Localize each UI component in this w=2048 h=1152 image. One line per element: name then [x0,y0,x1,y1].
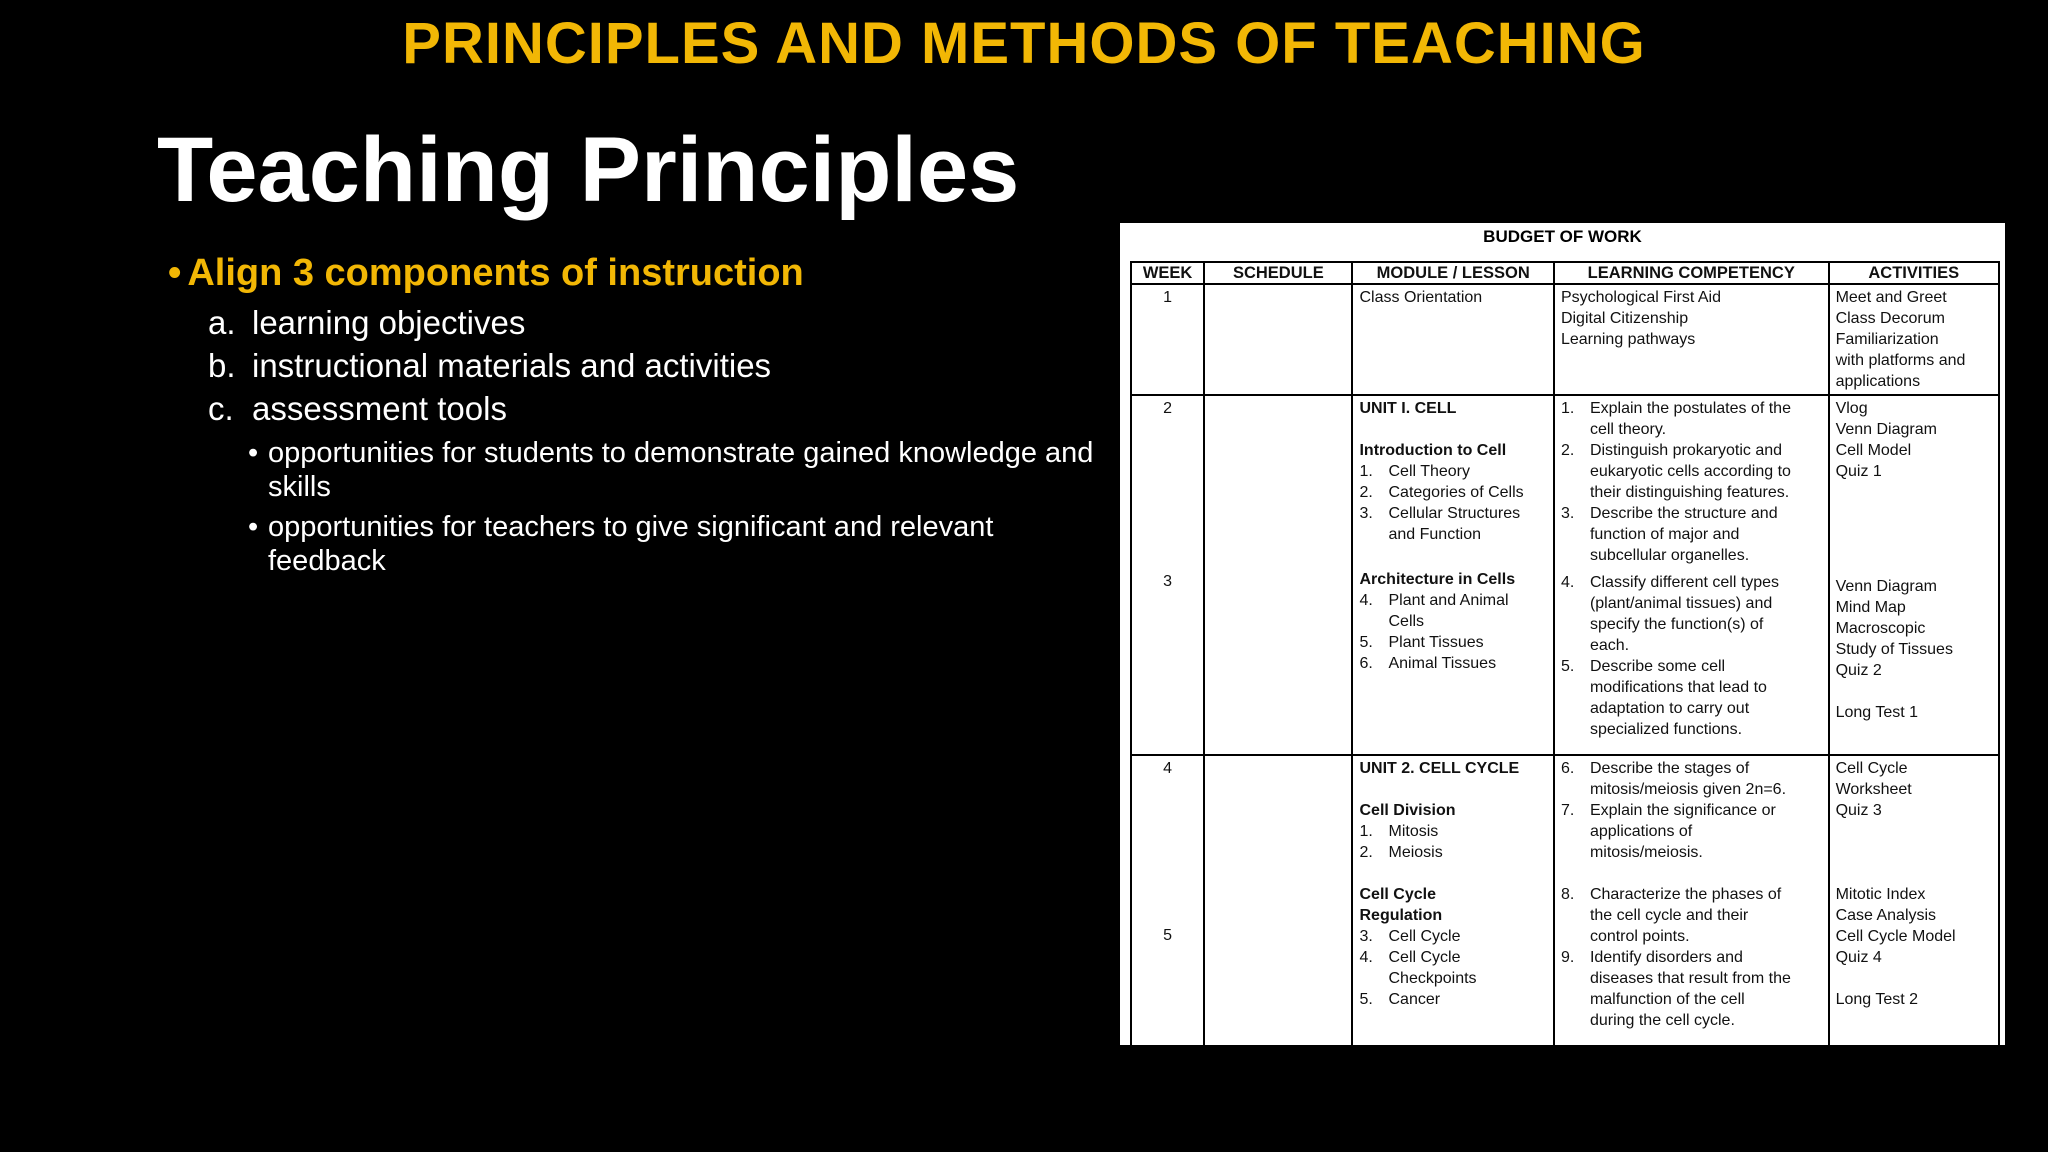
column-header: LEARNING COMPETENCY [1554,262,1829,284]
item-number: 7. [1560,802,1575,819]
week-cell: 2 3 [1131,395,1204,755]
item-number: 1. [1359,463,1373,480]
activity-line: Familiarization [1835,331,1939,348]
assessment-point-text: opportunities for teachers to give significant and relevant feedback [268,511,994,577]
item-text: each. [1589,637,1630,654]
lesson-item [1359,632,1546,653]
lesson-item [1359,926,1546,947]
activity-line: Mind Map [1835,599,1906,616]
course-title: PRINCIPLES AND METHODS OF TEACHING [402,11,1646,76]
bullet-dot-icon: • [168,252,182,294]
item-number: 3. [1359,505,1373,522]
item-number: 4. [1359,949,1373,966]
lesson-item [1359,842,1546,863]
competency-line: Learning pathways [1560,331,1696,348]
activity-line: Quiz 1 [1835,463,1882,480]
item-text: Explain the postulates of the [1589,400,1791,417]
activity-line: applications [1835,373,1921,390]
item-text: and Function [1388,526,1481,543]
activity-line: Case Analysis [1835,907,1937,924]
item-text: Describe the stages of [1589,760,1750,777]
activity-line: Meet and Greet [1835,289,1947,306]
activity-line: Macroscopic [1835,620,1926,637]
week-cell: 1 [1131,284,1204,395]
table-header-row [1131,262,1999,284]
topic-line: Regulation [1359,907,1443,924]
competency-item [1561,398,1822,440]
item-text: (plant/animal tissues) and [1589,595,1773,612]
item-text: adaptation to carry out [1589,700,1750,717]
item-number: 2. [1359,484,1373,501]
item-text: specify the function(s) of [1589,616,1764,633]
main-bullet-text: Align 3 components of instruction [187,252,804,294]
item-text: Mitosis [1388,823,1439,840]
competency-item [1561,656,1822,740]
bullet-dot-icon: • [248,511,259,543]
item-number: 6. [1560,760,1575,777]
item-text: mitosis/meiosis. [1589,844,1703,861]
item-number: 6. [1359,655,1373,672]
competency-item [1561,503,1822,566]
item-text: Cell Cycle [1388,949,1461,966]
item-number: 2. [1359,844,1373,861]
item-text: Classify different cell types [1589,574,1780,591]
item-text: Identify disorders and [1589,949,1743,966]
activity-line: Cell Cycle Model [1835,928,1956,945]
activity-line: Worksheet [1835,781,1912,798]
item-text: Categories of Cells [1388,484,1524,501]
schedule-cell [1204,755,1352,1055]
item-text: Explain the significance or [1589,802,1776,819]
component-letter: a. [208,304,236,341]
item-text: Cellular Structures [1388,505,1521,522]
component-letter: b. [208,347,236,384]
competency-line: Psychological First Aid [1560,289,1721,306]
column-header: MODULE / LESSON [1352,262,1553,284]
activities-cell [1829,284,1999,395]
competency-cell [1554,395,1829,755]
activity-line: Cell Cycle [1835,760,1908,777]
column-header: SCHEDULE [1204,262,1352,284]
activity-line: Venn Diagram [1835,578,1937,595]
item-text: Cell Theory [1388,463,1470,480]
item-text: cell theory. [1589,421,1667,438]
activities-cell: Vlog Venn Diagram Cell Model Quiz 1 Venn Diagram Mind Map Macroscopic Study of Tissues Quiz 2 Long Test 1 [1829,395,1999,755]
item-number: 1. [1359,823,1373,840]
topic-line: Cell Cycle [1359,886,1436,903]
activity-line: Quiz 4 [1835,949,1882,966]
item-text: Distinguish prokaryotic and [1589,442,1783,459]
budget-table [1130,261,2000,1056]
lesson-item [1359,653,1546,674]
item-number: 3. [1359,928,1373,945]
item-text: modifications that lead to [1589,679,1767,696]
competency-item [1561,947,1822,1031]
item-text: Plant Tissues [1388,634,1484,651]
competency-item [1561,440,1822,503]
assessment-point [248,436,1098,504]
item-number: 9. [1560,949,1575,966]
item-text: the cell cycle and their [1589,907,1749,924]
item-text: subcellular organelles. [1589,547,1750,564]
week-cell: 4 5 [1131,755,1204,1055]
activity-line: Vlog [1835,400,1868,417]
component-text: learning objectives [252,304,526,341]
item-text: Characterize the phases of [1589,886,1782,903]
budget-of-work-image [1120,223,2005,1045]
competency-cell [1554,755,1829,1055]
activity-line: with platforms and [1835,352,1966,369]
column-header: WEEK [1131,262,1204,284]
item-text: function of major and [1589,526,1740,543]
item-number: 1. [1560,400,1575,417]
competency-line: Digital Citizenship [1560,310,1689,327]
lesson-item [1359,989,1546,1010]
competency-item [1561,572,1822,656]
item-text: Animal Tissues [1388,655,1497,672]
table-caption: BUDGET OF WORK [1483,227,1642,246]
item-text: eukaryotic cells according to [1589,463,1791,480]
item-number: 2. [1560,442,1575,459]
table-row [1131,755,1999,1055]
item-text: Checkpoints [1388,970,1477,987]
module-cell: UNIT I. CELL Introduction to Cell 1. Cell Theory 2. Categories of Cells 3. Cellular Structures and Function Architecture in Cells 4. Plant and Animal Cells 5. Plant Tissues 6. Animal Tissues [1352,395,1553,755]
lesson-item [1359,821,1546,842]
item-number: 8. [1560,886,1575,903]
item-text: their distinguishing features. [1589,484,1790,501]
item-text: specialized functions. [1589,721,1743,738]
schedule-cell [1204,395,1352,755]
activity-line: Class Decorum [1835,310,1945,327]
item-text: applications of [1589,823,1693,840]
lesson-item [1359,503,1546,545]
item-number: 4. [1359,592,1373,609]
column-header: ACTIVITIES [1829,262,1999,284]
activities-cell: Cell Cycle Worksheet Quiz 3 Mitotic Index Case Analysis Cell Cycle Model Quiz 4 Long Test 2 [1829,755,1999,1055]
component-item [208,344,1098,387]
item-text: Plant and Animal [1388,592,1509,609]
activity-line: Quiz 2 [1835,662,1882,679]
competency-item [1561,758,1822,800]
bullet-dot-icon: • [248,437,259,469]
activity-line: Cell Model [1835,442,1912,459]
bullet-list [168,252,1098,578]
item-text: control points. [1589,928,1690,945]
item-text: Cell Cycle [1388,928,1461,945]
activity-line: Study of Tissues [1835,641,1953,658]
component-text: assessment tools [252,390,507,427]
lesson-item [1359,590,1546,632]
item-text: Meiosis [1388,844,1443,861]
item-text: Describe some cell [1589,658,1726,675]
table-row [1131,395,1999,755]
item-number: 4. [1560,574,1575,591]
module-cell: Class Orientation [1352,284,1553,395]
competency-item [1561,800,1822,863]
item-text: Describe the structure and [1589,505,1778,522]
schedule-cell [1204,284,1352,395]
activity-line: Quiz 3 [1835,802,1882,819]
item-number: 3. [1560,505,1575,522]
slide-title: Teaching Principles [157,119,1020,221]
item-text: during the cell cycle. [1589,1012,1735,1029]
item-text: Cells [1388,613,1425,630]
item-text: malfunction of the cell [1589,991,1745,1008]
component-item [208,301,1098,344]
competency-item [1561,884,1822,947]
assessment-point [248,510,1098,578]
item-text: diseases that result from the [1589,970,1791,987]
component-item [208,387,1098,430]
table-row [1131,284,1999,395]
lesson-item [1359,482,1546,503]
item-text: Cancer [1388,991,1441,1008]
module-cell: UNIT 2. CELL CYCLE Cell Division 1. Mitosis 2. Meiosis Cell Cycle Regulation 3. Cell Cycle 4. Cell Cycle Checkpoints 5. Cancer [1352,755,1553,1055]
lesson-item [1359,947,1546,989]
item-number: 5. [1560,658,1575,675]
competency-cell [1554,284,1829,395]
activity-line: Mitotic Index [1835,886,1926,903]
item-number: 5. [1359,634,1373,651]
assessment-point-text: opportunities for students to demonstrate gained knowledge and skills [268,437,1094,503]
component-letter: c. [208,390,234,427]
component-text: instructional materials and activities [252,347,772,384]
item-number: 5. [1359,991,1373,1008]
main-bullet [168,252,1098,295]
lesson-item [1359,461,1546,482]
activity-line: Venn Diagram [1835,421,1937,438]
item-text: mitosis/meiosis given 2n=6. [1589,781,1787,798]
